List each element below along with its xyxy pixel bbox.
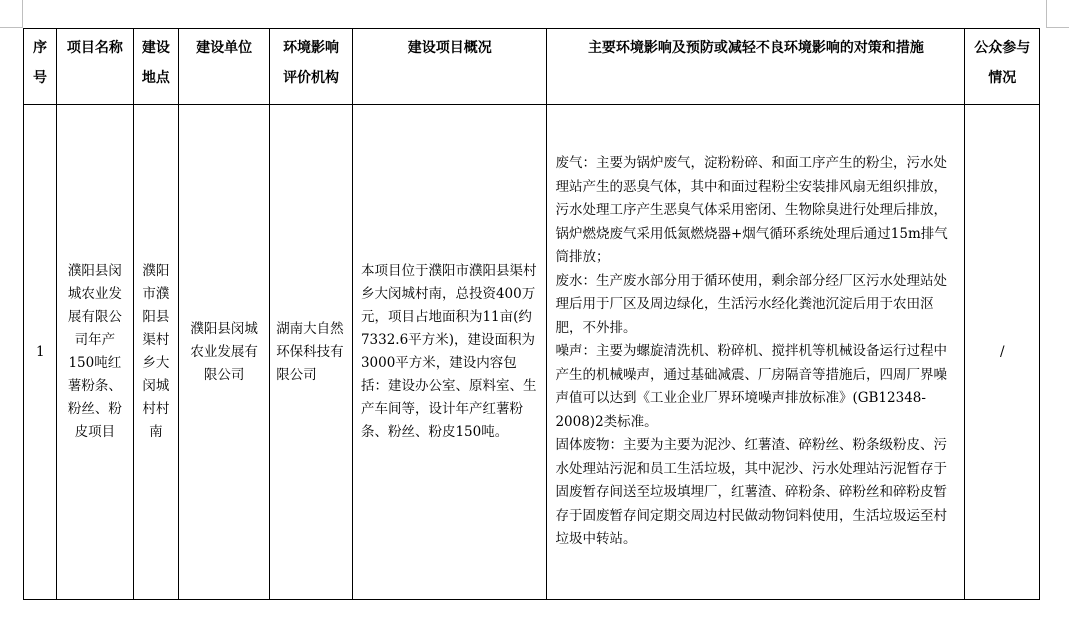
table-header-row xyxy=(24,29,1040,105)
header-public: 公众参与情况 xyxy=(965,29,1040,105)
crop-mark-top-right xyxy=(1046,0,1069,28)
crop-mark-top-left xyxy=(0,0,23,28)
cell-location: 濮阳市濮阳县渠村乡大闵城村村南 xyxy=(133,105,179,600)
measure-water: 废水：生产废水部分用于循环使用，剩余部分经厂区污水处理站处理后用于厂区及周边绿化，生活污水经化粪池沉淀后用于农田沤肥，不外排。 xyxy=(555,272,947,336)
cell-project-name: 濮阳县闵城农业发展有限公司年产150吨红薯粉条、粉丝、粉皮项目 xyxy=(57,105,134,600)
header-eia-agency: 环境影响评价机构 xyxy=(270,29,353,105)
cell-measures xyxy=(547,105,965,600)
table-row xyxy=(24,105,1040,600)
measure-solid: 固体废物：主要为主要为泥沙、红薯渣、碎粉丝、粉条级粉皮、污水处理站污泥和员工生活垃圾，其中泥沙、污水处理站污泥暂存于固废暂存间送至垃圾填埋厂，红薯渣、碎粉条、碎粉丝和碎粉皮暂存于固废暂存间定期交周边村民做动物饲料使用，生活垃圾运至村垃圾中转站。 xyxy=(555,437,947,548)
header-location: 建设地点 xyxy=(133,29,179,105)
header-no: 序号 xyxy=(24,29,57,105)
cell-overview: 本项目位于濮阳市濮阳县渠村乡大闵城村南，总投资400万元，项目占地面积为11亩(约7332.6平方米)，建设面积为3000平方米，建设内容包括：建设办公室、原料室、生产车间等，设计年产红薯粉条、粉丝、粉皮150吨。 xyxy=(352,105,547,600)
cell-no: 1 xyxy=(24,105,57,600)
cell-unit: 濮阳县闵城农业发展有限公司 xyxy=(179,105,270,600)
header-overview: 建设项目概况 xyxy=(352,29,547,105)
measures-block xyxy=(555,152,958,552)
measure-noise: 噪声：主要为螺旋清洗机、粉碎机、搅拌机等机械设备运行过程中产生的机械噪声，通过基础减震、厂房隔音等措施后，四周厂界噪声值可以达到《工业企业厂界环境噪声排放标准》(GB12348-2008)2类标准。 xyxy=(555,343,947,430)
cell-public: / xyxy=(965,105,1040,600)
cell-eia-agency: 湖南大自然环保科技有限公司 xyxy=(270,105,353,600)
header-measures: 主要环境影响及预防或减轻不良环境影响的对策和措施 xyxy=(547,29,965,105)
header-unit: 建设单位 xyxy=(179,29,270,105)
project-table xyxy=(23,28,1040,600)
measure-gas: 废气：主要为锅炉废气，淀粉粉碎、和面工序产生的粉尘，污水处理站产生的恶臭气体，其中和面过程粉尘安装排风扇无组织排放，污水处理工序产生恶臭气体采用密闭、生物除臭进行处理后排放，锅炉燃烧废气采用低氮燃烧器+烟气循环系统处理后通过15m排气筒排放； xyxy=(555,155,948,266)
header-project-name: 项目名称 xyxy=(57,29,134,105)
